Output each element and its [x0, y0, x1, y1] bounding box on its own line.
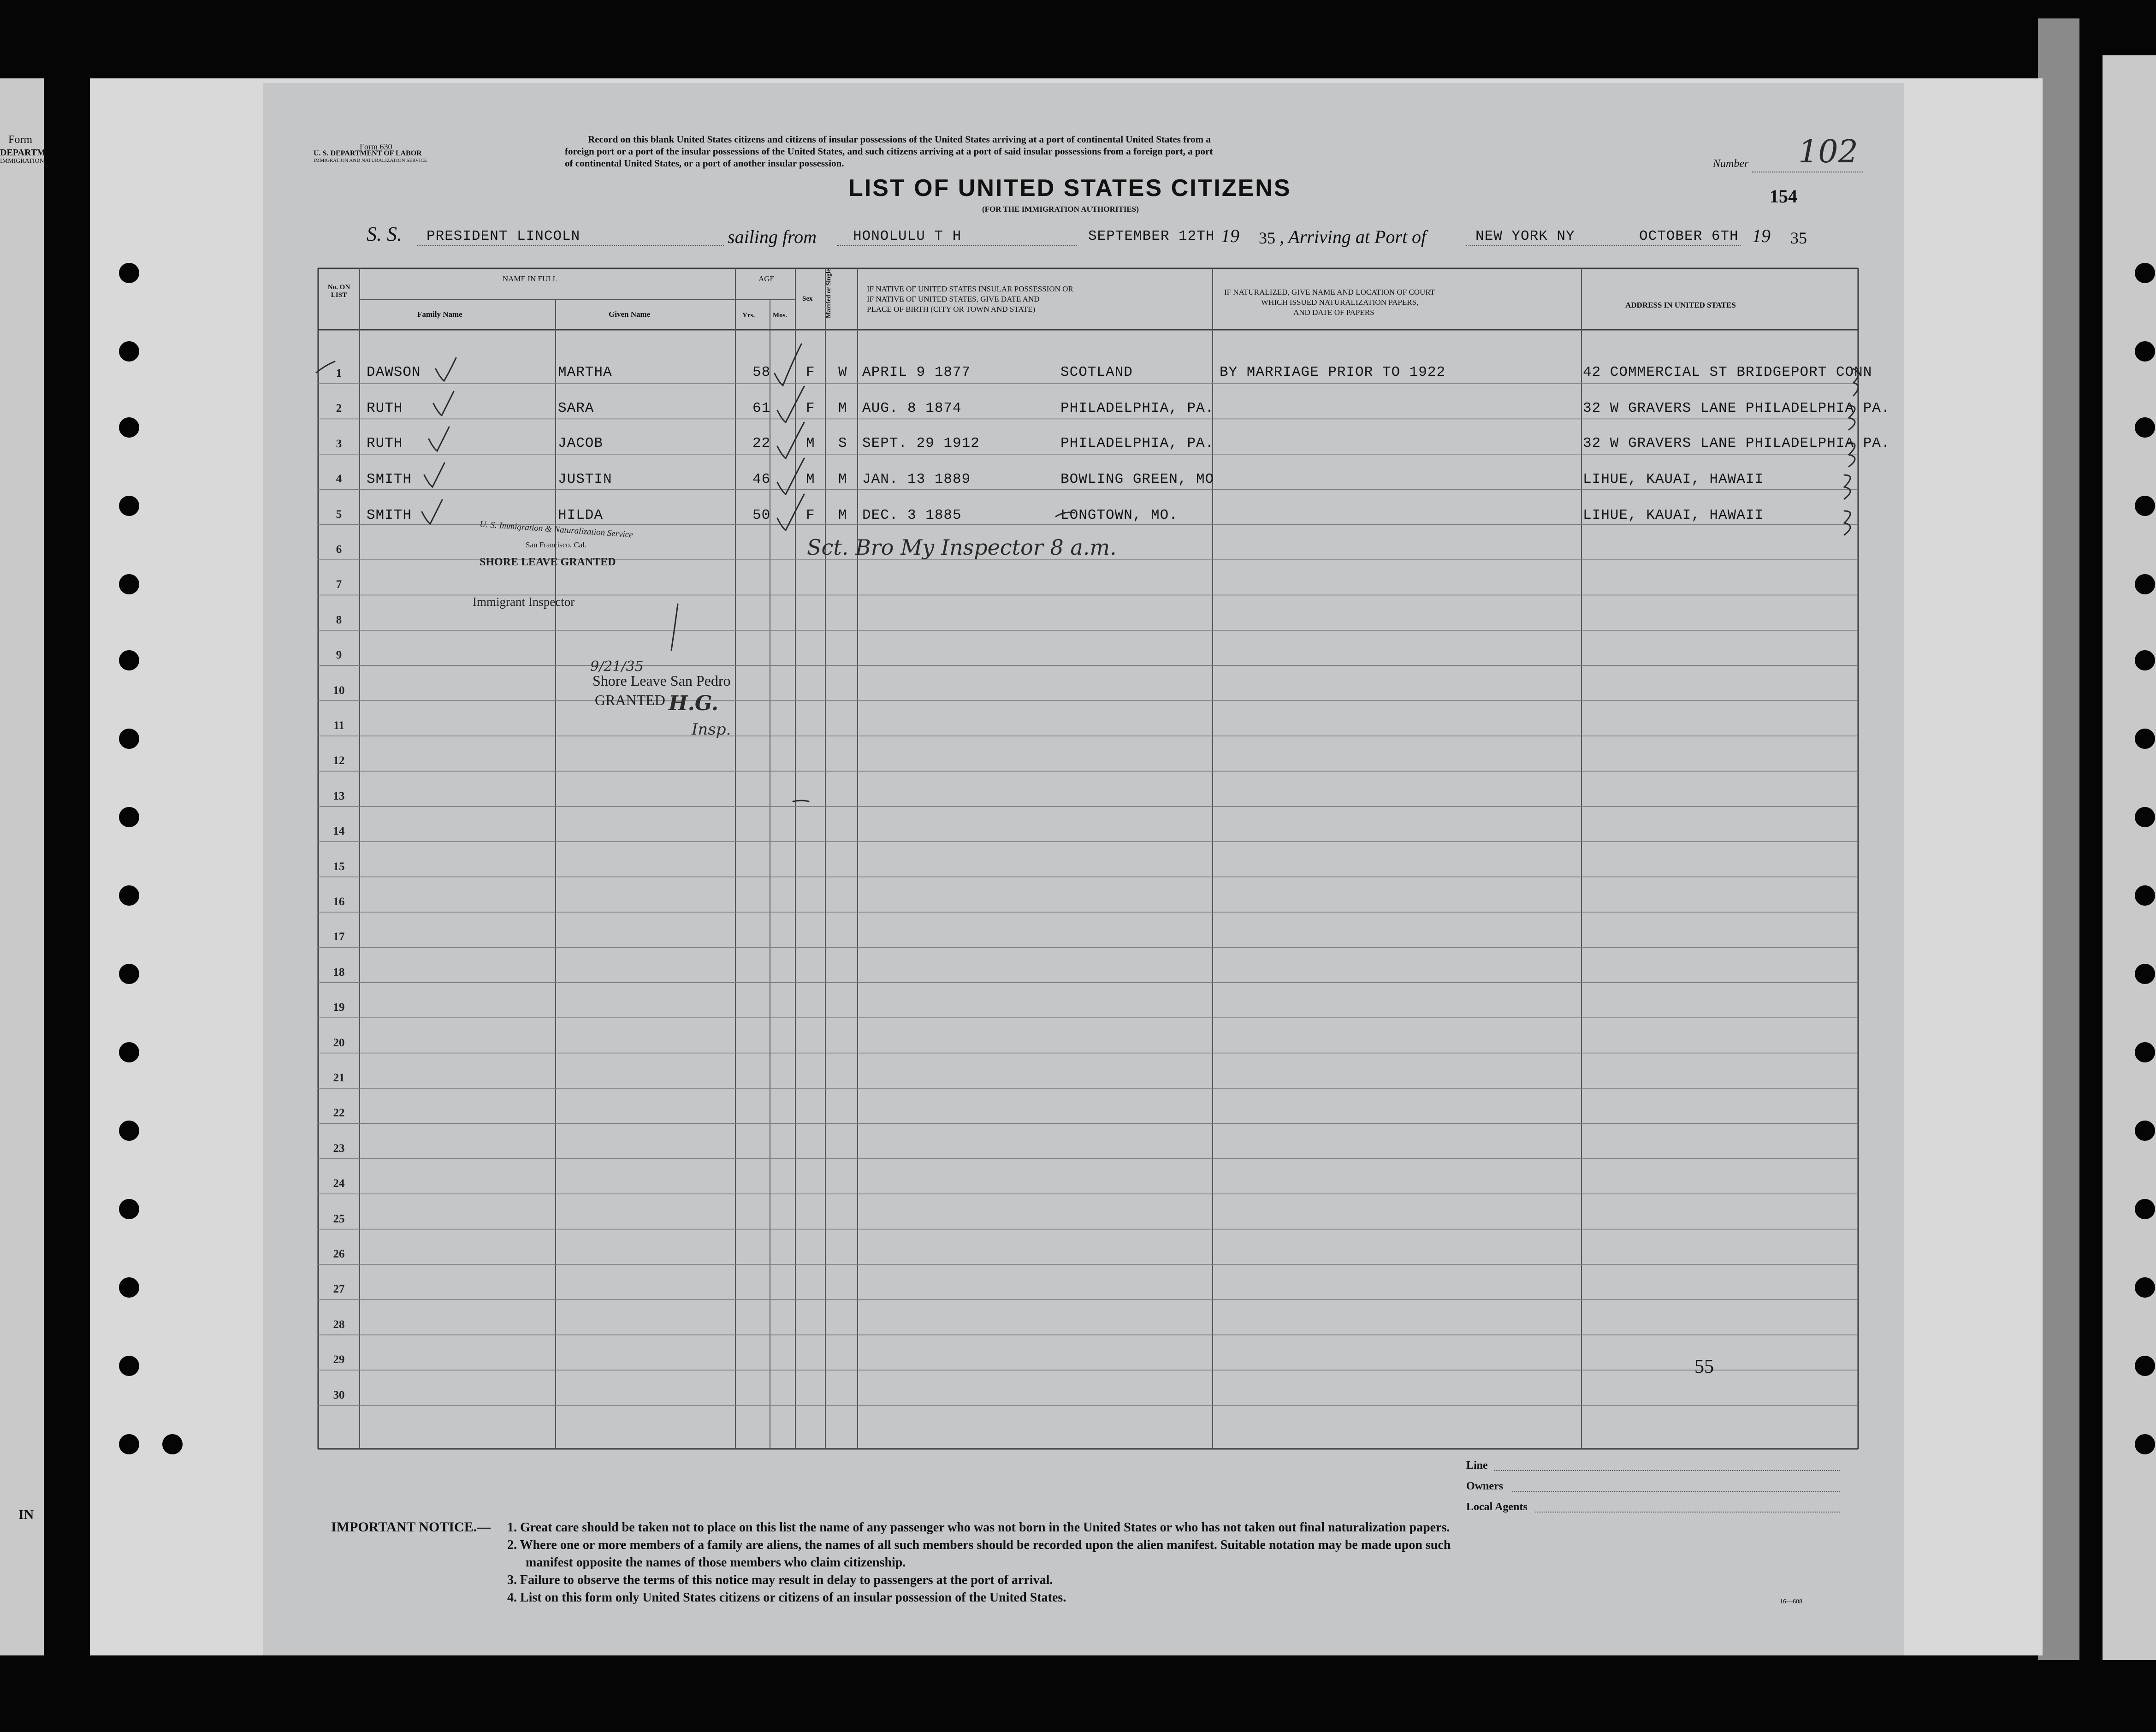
row-number: 11 — [333, 719, 344, 732]
given-name-cell: JUSTIN — [558, 471, 612, 487]
row-number: 19 — [333, 1001, 345, 1014]
row-number: 24 — [333, 1177, 345, 1190]
row-number: 10 — [333, 684, 345, 697]
arrival-date: OCTOBER 6TH — [1639, 228, 1739, 244]
page-title: LIST OF UNITED STATES CITIZENS — [848, 175, 1291, 202]
given-name-cell: MARTHA — [558, 364, 612, 380]
address-cell: 42 COMMERCIAL ST BRIDGEPORT CONN — [1583, 364, 1872, 380]
row-number: 18 — [333, 966, 345, 979]
notice-1: 1. Great care should be taken not to place on this list the name of any passenger who was not born in the United States or who has not taken out final naturalization papers. — [507, 1520, 1450, 1535]
header-birth-line-2: IF NATIVE OF UNITED STATES, GIVE DATE AND — [867, 295, 1040, 303]
birth-place-cell: PHILADELPHIA, PA. — [1060, 400, 1214, 416]
marital-status-cell: M — [838, 400, 847, 416]
row-number: 28 — [333, 1318, 345, 1331]
left-page-fragment-form: Form — [8, 134, 33, 146]
row-number: 7 — [336, 578, 342, 591]
row-number: 12 — [333, 754, 345, 767]
stamp-shore-leave: SHORE LEAVE GRANTED — [480, 556, 616, 568]
arrival-year-prefix: 19 — [1752, 225, 1771, 246]
instruction-line-1: Record on this blank United States citizens and citizens of insular possessions of the United States arriving at a port of continental United States from a — [588, 134, 1211, 145]
header-name-in-full: NAME IN FULL — [503, 274, 557, 283]
left-page-fragment-service: IMMIGRATION — [0, 158, 44, 165]
birth-date-cell: DEC. 3 1885 — [862, 507, 962, 523]
sail-year-prefix: 19 — [1221, 225, 1239, 246]
header-birth-line-3: PLACE OF BIRTH (CITY OR TOWN AND STATE) — [867, 305, 1036, 314]
family-name-cell: SMITH — [367, 471, 412, 487]
departure-port: HONOLULU T H — [853, 228, 962, 244]
birth-date-cell: APRIL 9 1877 — [862, 364, 971, 380]
instruction-line-2: foreign port or a port of the insular possessions of the United States, and such citizens arriving at a port of said insular possessions from a foreign port, a port — [565, 146, 1213, 157]
row-number: 2 — [336, 402, 342, 415]
naturalization-cell: BY MARRIAGE PRIOR TO 1922 — [1220, 364, 1446, 380]
birth-place-cell: PHILADELPHIA, PA. — [1060, 435, 1214, 451]
row-number: 1 — [336, 367, 342, 380]
family-name-cell: SMITH — [367, 507, 412, 523]
row-number: 13 — [333, 789, 345, 802]
inspector-note: Sct. Bro My Inspector 8 a.m. — [807, 535, 1117, 560]
sex-cell: F — [806, 507, 815, 523]
header-married-single: Married or Single — [825, 268, 832, 318]
notice-4: 4. List on this form only United States citizens or citizens of an insular possession of the United States. — [507, 1590, 1066, 1605]
header-sex: Sex — [802, 295, 813, 303]
given-name-cell: JACOB — [558, 435, 604, 451]
arrival-port: NEW YORK NY — [1475, 228, 1575, 244]
sailing-date: SEPTEMBER 12TH — [1088, 228, 1215, 244]
age-cell: 46 — [752, 471, 771, 487]
header-age-years: Yrs. — [742, 312, 755, 319]
sailing-from-label: sailing from — [728, 226, 817, 247]
age-cell: 50 — [752, 507, 771, 523]
sex-cell: M — [806, 471, 815, 487]
family-name-cell: RUTH — [367, 400, 403, 416]
sex-cell: F — [806, 364, 815, 380]
owners-label: Owners — [1466, 1480, 1503, 1492]
page-number: 55 — [1694, 1356, 1714, 1377]
notice-3: 3. Failure to observe the terms of this notice may result in delay to passengers at the port of arrival. — [507, 1573, 1053, 1587]
page-subtitle: (FOR THE IMMIGRATION AUTHORITIES) — [982, 205, 1139, 214]
left-page-fragment-dept: DEPARTM — [0, 148, 46, 158]
age-cell: 22 — [752, 435, 771, 451]
header-age-months: Mos. — [773, 312, 788, 319]
age-cell: 58 — [752, 364, 771, 380]
birth-date-cell: SEPT. 29 1912 — [862, 435, 980, 451]
row-number: 3 — [336, 437, 342, 450]
list-number-handwritten: 102 — [1798, 134, 1858, 170]
row-number: 30 — [333, 1388, 345, 1401]
header-naturalized-line-2: WHICH ISSUED NATURALIZATION PAPERS, — [1261, 298, 1419, 307]
row-number: 14 — [333, 825, 345, 838]
arrival-year: 35 — [1790, 229, 1807, 247]
row-number: 6 — [336, 543, 342, 556]
given-name-cell: SARA — [558, 400, 594, 416]
age-cell: 61 — [752, 400, 771, 416]
line-field — [1494, 1470, 1840, 1471]
local-agents-label: Local Agents — [1466, 1501, 1528, 1513]
family-name-cell: RUTH — [367, 435, 403, 451]
row-number: 15 — [333, 860, 345, 873]
line-label: Line — [1466, 1459, 1488, 1471]
sex-cell: M — [806, 435, 815, 451]
stamp-inspector: Immigrant Inspector — [473, 595, 575, 609]
notice-2: 2. Where one or more members of a family are aliens, the names of all such members should be recorded upon the alien manifest. Suitable notation may be made upon such — [507, 1538, 1451, 1552]
address-cell: 32 W GRAVERS LANE PHILADELPHIA PA. — [1583, 435, 1890, 451]
stamp-insp: Insp. — [692, 720, 731, 739]
stamp-agency: U. S. Immigration & Naturalization Service — [479, 519, 634, 540]
sail-year: 35 — [1259, 229, 1275, 247]
instruction-line-3: of continental United States, or a port of another insular possession. — [565, 158, 844, 169]
header-naturalized-line-3: AND DATE OF PAPERS — [1293, 308, 1374, 317]
birth-place-cell: LONGTOWN, MO. — [1060, 507, 1178, 523]
header-given-name: Given Name — [609, 310, 651, 319]
birth-place-cell: SCOTLAND — [1060, 364, 1133, 380]
header-age: AGE — [758, 274, 775, 283]
owners-field — [1512, 1491, 1840, 1492]
row-number: 22 — [333, 1107, 345, 1120]
address-cell: LIHUE, KAUAI, HAWAII — [1583, 471, 1764, 487]
ss-label: S. S. — [367, 223, 402, 245]
header-birth-line-1: IF NATIVE OF UNITED STATES INSULAR POSSESSION OR — [867, 285, 1073, 293]
row-number: 21 — [333, 1072, 345, 1084]
sex-cell: F — [806, 400, 815, 416]
marital-status-cell: M — [838, 471, 847, 487]
row-number: 16 — [333, 896, 345, 908]
notice-2-cont: manifest opposite the names of those members who claim citizenship. — [526, 1555, 906, 1570]
row-number: 17 — [333, 931, 345, 943]
row-number: 26 — [333, 1248, 345, 1260]
birth-place-cell: BOWLING GREEN, MO — [1060, 471, 1214, 487]
stamp-initials: H.G. — [669, 692, 719, 715]
row-number: 23 — [333, 1142, 345, 1155]
family-name-cell: DAWSON — [367, 364, 421, 380]
ship-name: PRESIDENT LINCOLN — [426, 228, 580, 244]
marital-status-cell: W — [838, 364, 847, 380]
stamp-san-pedro: Shore Leave San Pedro — [592, 672, 731, 689]
birth-date-cell: AUG. 8 1874 — [862, 400, 962, 416]
birth-date-cell: JAN. 13 1889 — [862, 471, 971, 487]
row-number: 8 — [336, 613, 342, 626]
row-number: 27 — [333, 1283, 345, 1296]
row-number: 9 — [336, 649, 342, 662]
form-number: Form 630 — [360, 142, 392, 151]
left-page-fragment-notice: IN — [18, 1507, 34, 1522]
row-number: 25 — [333, 1212, 345, 1225]
row-number: 4 — [336, 473, 342, 486]
gpo-mark: 16—608 — [1780, 1598, 1802, 1605]
row-number: 29 — [333, 1353, 345, 1366]
number-label: Number — [1713, 158, 1749, 170]
header-address: ADDRESS IN UNITED STATES — [1625, 301, 1736, 309]
header-no-on-list: No. ON LIST — [327, 284, 350, 299]
stamp-granted: GRANTED — [595, 692, 665, 708]
notice-title: IMPORTANT NOTICE.— — [331, 1519, 491, 1535]
stamp-city: San Francisco, Cal. — [526, 540, 587, 549]
address-cell: 32 W GRAVERS LANE PHILADELPHIA PA. — [1583, 400, 1890, 416]
agents-field — [1535, 1512, 1840, 1513]
service-name: IMMIGRATION AND NATURALIZATION SERVICE — [314, 158, 427, 163]
header-naturalized-line-1: IF NATURALIZED, GIVE NAME AND LOCATION OF COURT — [1224, 288, 1435, 297]
stamped-sheet-number: 154 — [1770, 186, 1797, 207]
header-family-name: Family Name — [417, 310, 462, 319]
row-number: 20 — [333, 1036, 345, 1049]
marital-status-cell: S — [838, 435, 847, 451]
address-cell: LIHUE, KAUAI, HAWAII — [1583, 507, 1764, 523]
department-name: U. S. DEPARTMENT OF LABOR — [314, 149, 422, 157]
arriving-label: , Arriving at Port of — [1279, 226, 1427, 247]
given-name-cell: HILDA — [558, 507, 604, 523]
row-number: 5 — [336, 508, 342, 521]
stamp-date: 9/21/35 — [590, 658, 644, 675]
marital-status-cell: M — [838, 507, 847, 523]
